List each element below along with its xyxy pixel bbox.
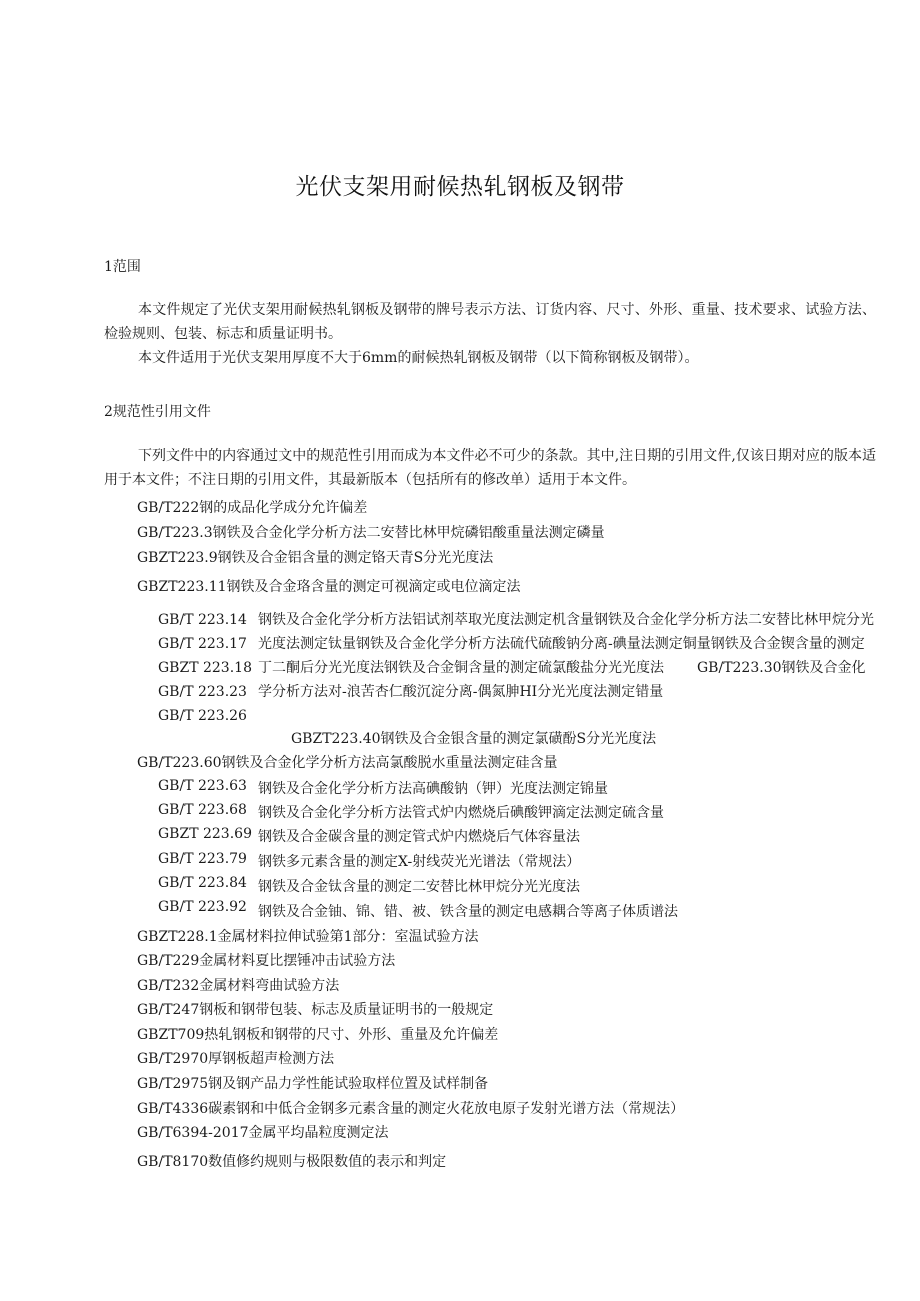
reference-code: GB/T 223.17	[158, 636, 247, 652]
scope-paragraph-1: 本文件规定了光伏支架用耐候热轧钢板及钢带的牌号表示方法、订货内容、尺寸、外形、重量、技术要求、试验方法、检验规则、包装、标志和质量证明书。	[104, 302, 876, 342]
reference-code: GB/T 223.14	[158, 612, 247, 628]
merged-description-part-2: GB/T223.30钢铁及合金化学分析方法对-浪苦杏仁酸沉淀分离-偶氮胂HI分光光度法测定错量	[258, 660, 866, 700]
reference-code: GB/T 223.79	[158, 851, 247, 867]
reference-item: GB/T6394-2017金属平均晶粒度测定法	[137, 1125, 389, 1141]
reference-item: GB/T2970厚钢板超声检测方法	[137, 1051, 335, 1067]
scope-paragraph-2: 本文件适用于光伏支架用厚度不大于6mm的耐候热轧钢板及钢带（以下简称钢板及钢带）。	[138, 350, 699, 366]
reference-description: 钢铁及合金化学分析方法高碘酸钠（钾）光度法测定锦量	[258, 781, 608, 797]
reference-item: GBZT223.9钢铁及合金铝含量的测定铬天青S分光光度法	[137, 550, 494, 566]
reference-item: GB/T4336碳素钢和中低合金钢多元素含量的测定火花放电原子发射光谱方法（常规法）	[137, 1101, 685, 1117]
merged-description-block	[258, 608, 876, 704]
reference-description: 钢铁及合金化学分析方法管式炉内燃烧后碘酸钾滴定法测定硫含量	[258, 805, 664, 821]
reference-item: GB/T8170数值修约规则与极限数值的表示和判定	[137, 1154, 447, 1170]
merged-description-part-1: 钢铁及合金化学分析方法铝试剂萃取光度法测定机含量钢铁及合金化学分析方法二安替比林甲烷分光光度法测定钛量钢铁及合金化学分析方法硫代硫酸钠分离-碘量法测定铜量钢铁及合金锲含量的测定丁二酮后分光光度法钢铁及合金铜含量的测定硫氯酸盐分光光度法	[258, 612, 874, 676]
reference-item: GB/T222钢的成品化学成分允许偏差	[137, 500, 368, 516]
section-1-heading: 1范围	[104, 259, 141, 275]
reference-item: GB/T223.3钢铁及合金化学分析方法二安替比林甲烷磷铝酸重量法测定磷量	[137, 525, 605, 541]
reference-code: GBZT 223.69	[158, 826, 252, 842]
reference-item: GB/T2975钢及钢产品力学性能试验取样位置及试样制备	[137, 1076, 489, 1092]
reference-code: GB/T 223.26	[158, 708, 247, 724]
reference-item: GBZT228.1金属材料拉伸试验第1部分：室温试验方法	[137, 929, 479, 945]
references-intro: 下列文件中的内容通过文中的规范性引用而成为本文件必不可少的条款。其中,注日期的引用文件,仅该日期对应的版本适用于本文件；不注日期的引用文件，其最新版本（包括所有的修改单）适用于本文件。	[104, 448, 876, 488]
reference-item: GB/T223.60钢铁及合金化学分析方法高氯酸脱水重量法测定硅含量	[137, 755, 558, 771]
reference-item: GB/T247钢板和钢带包装、标志及质量证明书的一般规定	[137, 1002, 494, 1018]
reference-description: 钢铁多元素含量的测定X-射线荧光光谱法（常规法）	[258, 854, 581, 870]
reference-code: GB/T 223.23	[158, 684, 247, 700]
reference-item: GB/T229金属材料夏比摆锤冲击试验方法	[137, 953, 396, 969]
reference-code: GBZT 223.18	[158, 660, 252, 676]
reference-code: GB/T 223.92	[158, 899, 247, 915]
document-title: 光伏支架用耐候热轧钢板及钢带	[295, 174, 625, 200]
reference-description: 钢铁及合金铀、锦、错、被、铁含量的测定电感耦合等离子体质谱法	[258, 904, 678, 920]
section-2-heading: 2规范性引用文件	[104, 404, 211, 420]
reference-item: GBZT709热轧钢板和钢带的尺寸、外形、重量及允许偏差	[137, 1027, 499, 1043]
reference-item: GBZT223.11钢铁及合金珞含量的测定可视滴定或电位滴定法	[137, 579, 521, 595]
reference-code: GB/T 223.68	[158, 802, 247, 818]
merged-description-part-3: GBZT223.40钢铁及合金银含量的测定氯磺酚S分光光度法	[291, 731, 657, 747]
reference-description: 钢铁及合金碳含量的测定管式炉内燃烧后气体容量法	[258, 829, 580, 845]
reference-code: GB/T 223.84	[158, 875, 247, 891]
reference-description: 钢铁及合金钛含量的测定二安替比林甲烷分光光度法	[258, 879, 580, 895]
reference-code: GB/T 223.63	[158, 778, 247, 794]
reference-item: GB/T232金属材料弯曲试验方法	[137, 978, 340, 994]
